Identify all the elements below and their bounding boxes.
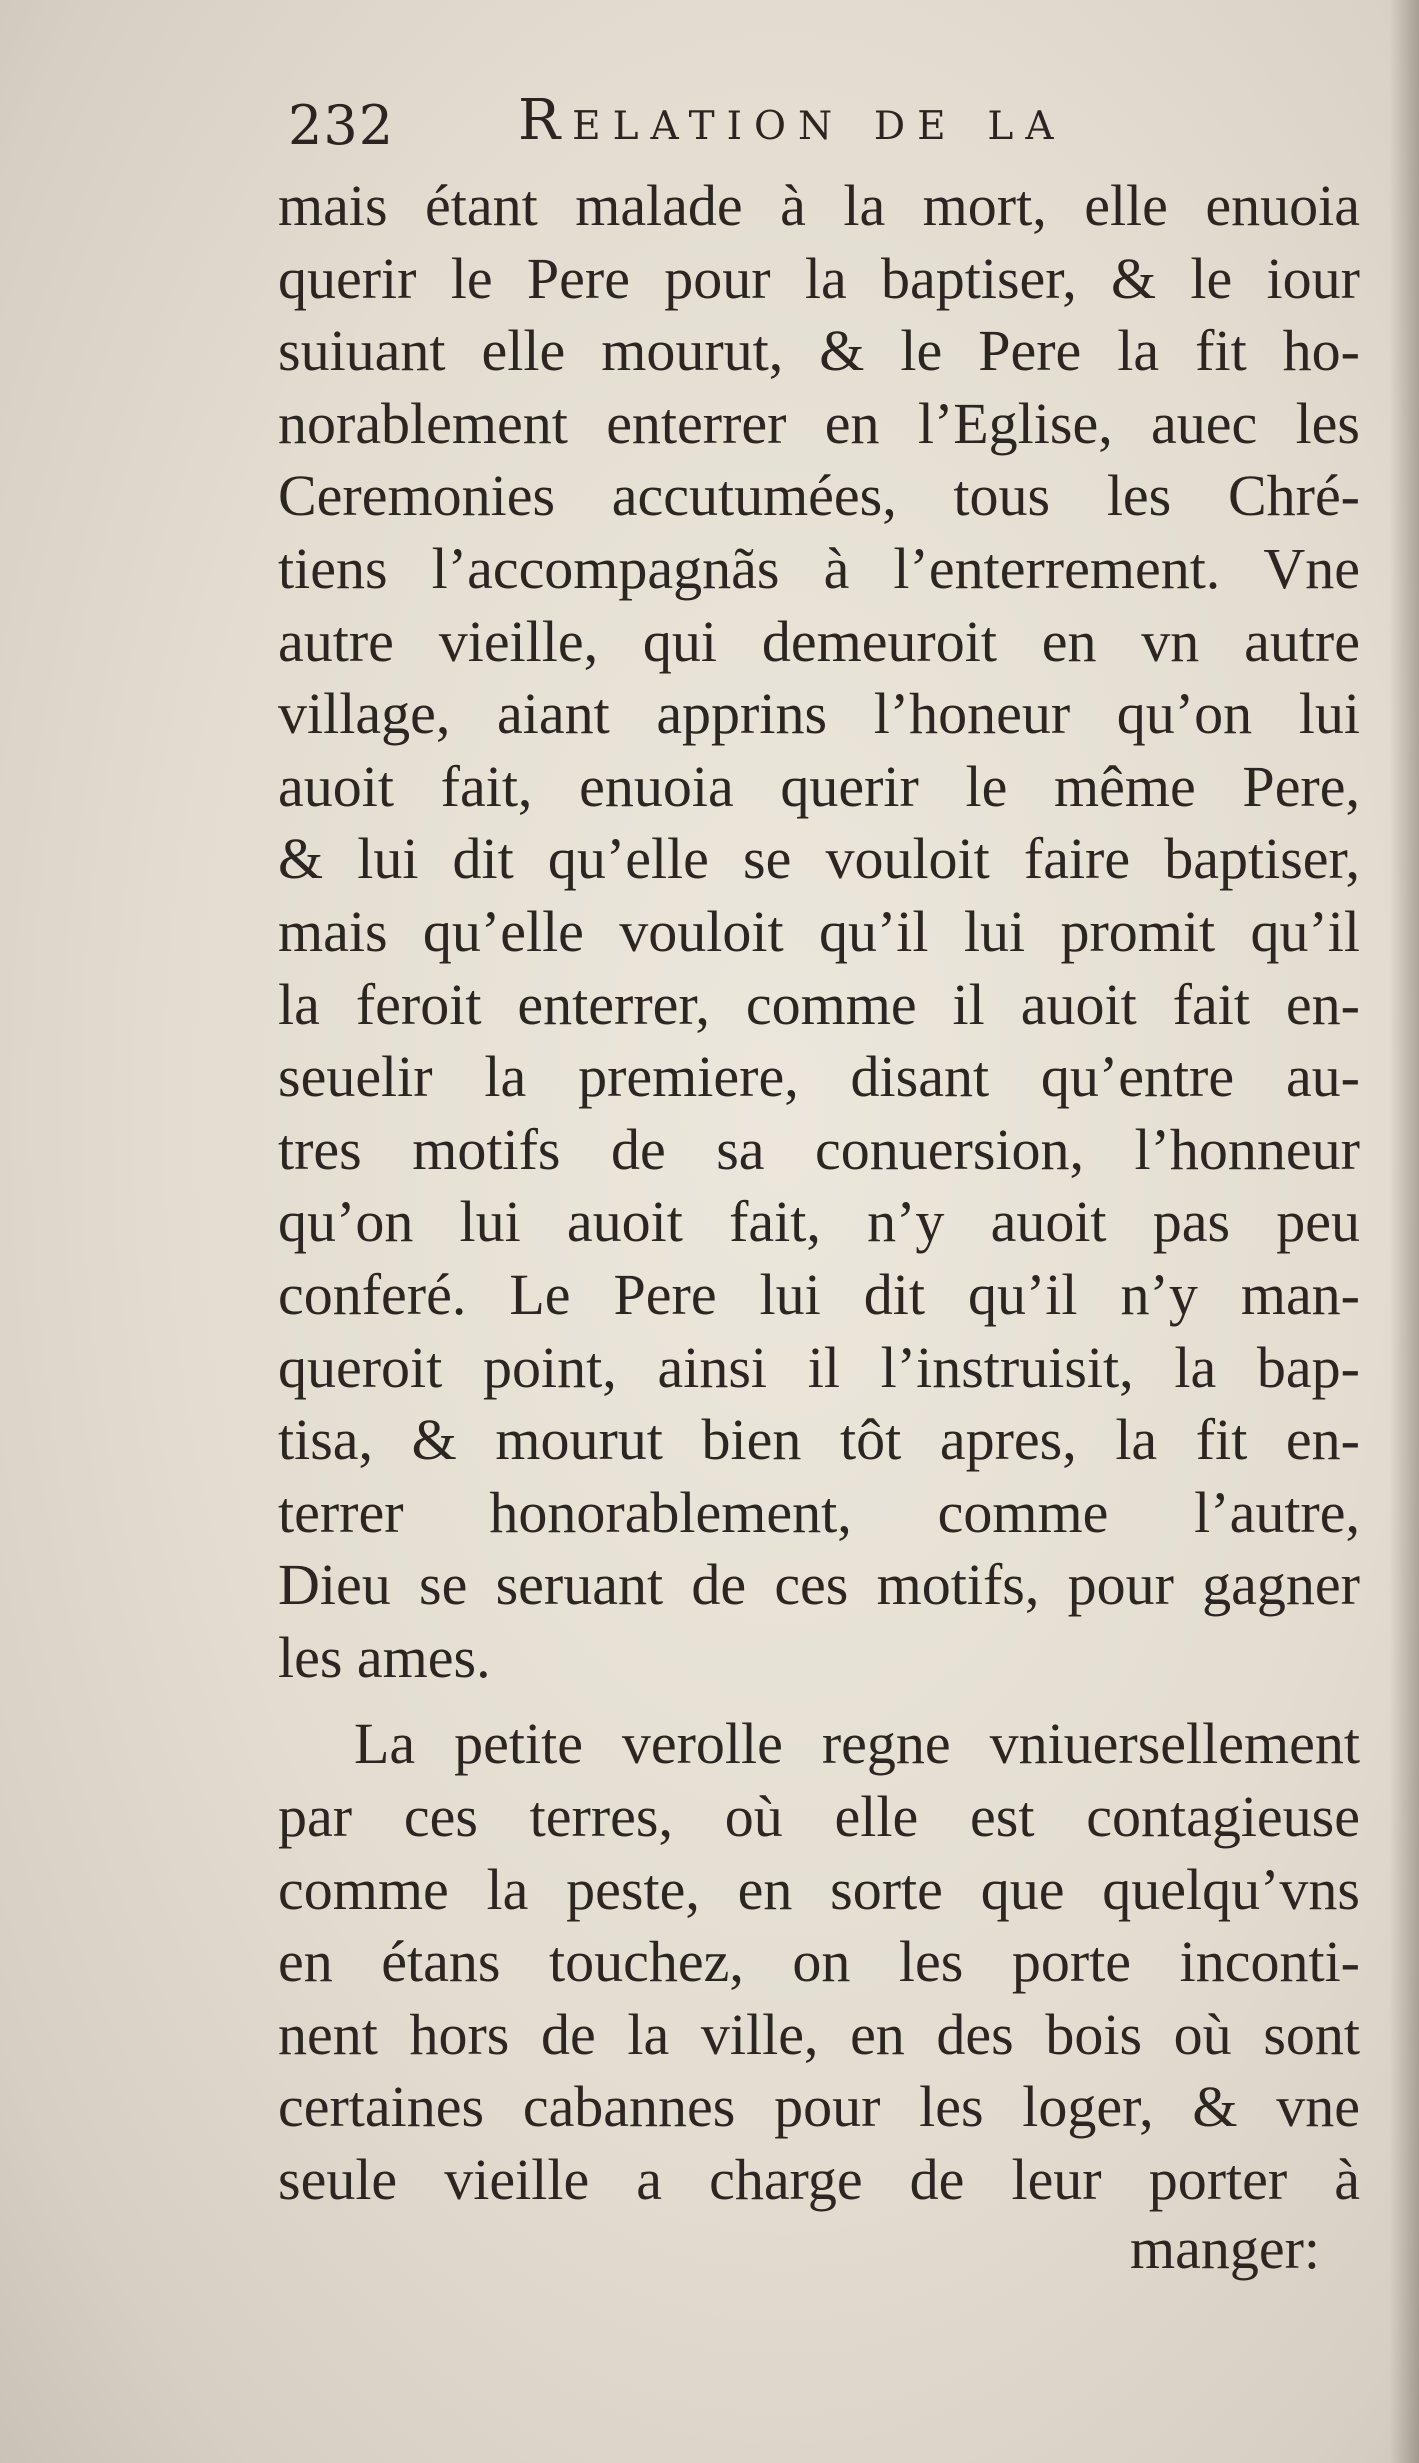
text-line: en étans touchez, on les porte inconti- <box>278 1929 1360 1995</box>
text-line: nent hors de la ville, en des bois où sont <box>278 2001 1360 2067</box>
paragraph-2 <box>278 1708 1360 2216</box>
text-block <box>278 170 1360 2217</box>
text-line: mais étant malade à la mort, elle enuoia <box>278 173 1360 238</box>
text-line: tiens l’accompagnãs à l’enterrement. Vne <box>278 535 1360 601</box>
text-line: comme la peste, en sorte que quelqu’vns <box>278 1856 1360 1922</box>
text-line: qu’on lui auoit fait, n’y auoit pas peu <box>278 1189 1360 1255</box>
text-line: mais qu’elle vouloit qu’il lui promit qu’il <box>278 898 1360 964</box>
text-line: norablement enterrer en l’Eglise, auec les <box>278 390 1360 456</box>
catchword: manger: <box>1130 2216 1321 2281</box>
text-line: Dieu se seruant de ces motifs, pour gagner <box>278 1552 1360 1618</box>
text-line: & lui dit qu’elle se vouloit faire baptiser, <box>278 826 1360 892</box>
running-head <box>288 88 1248 168</box>
text-line: seuelir la premiere, disant qu’entre au- <box>278 1044 1360 1110</box>
text-line: La petite verolle regne vniuersellement <box>354 1711 1360 1777</box>
text-line: queroit point, ainsi il l’instruisit, la bap- <box>278 1334 1360 1400</box>
text-line: par ces terres, où elle est contagieuse <box>278 1784 1360 1850</box>
text-line: terrer honorablement, comme l’autre, <box>278 1479 1360 1545</box>
text-line: querir le Pere pour la baptiser, & le iour <box>278 245 1360 311</box>
text-line: les ames. <box>278 1624 491 1690</box>
paragraph-1 <box>278 170 1360 1694</box>
text-line: autre vieille, qui demeuroit en vn autre <box>278 608 1360 674</box>
text-line: conferé. Le Pere lui dit qu’il n’y man- <box>278 1261 1360 1327</box>
page-gutter-shadow <box>1389 0 1419 2463</box>
text-line: seule vieille a charge de leur porter à <box>278 2147 1360 2213</box>
text-line: tres motifs de sa conuersion, l’honneur <box>278 1116 1360 1182</box>
text-line: auoit fait, enuoia querir le même Pere, <box>278 753 1360 819</box>
text-line: Ceremonies accutumées, tous les Chré- <box>278 463 1360 529</box>
text-line: la feroit enterrer, comme il auoit fait en- <box>278 971 1360 1037</box>
text-line: suiuant elle mourut, & le Pere la fit ho- <box>278 318 1360 384</box>
page-number: 232 <box>288 94 395 157</box>
text-line: village, aiant apprins l’honeur qu’on lui <box>278 681 1360 747</box>
running-title: Relation de la <box>518 88 1066 153</box>
text-line: certaines cabannes pour les loger, & vne <box>278 2074 1360 2140</box>
text-line: tisa, & mourut bien tôt apres, la fit en- <box>278 1407 1360 1473</box>
